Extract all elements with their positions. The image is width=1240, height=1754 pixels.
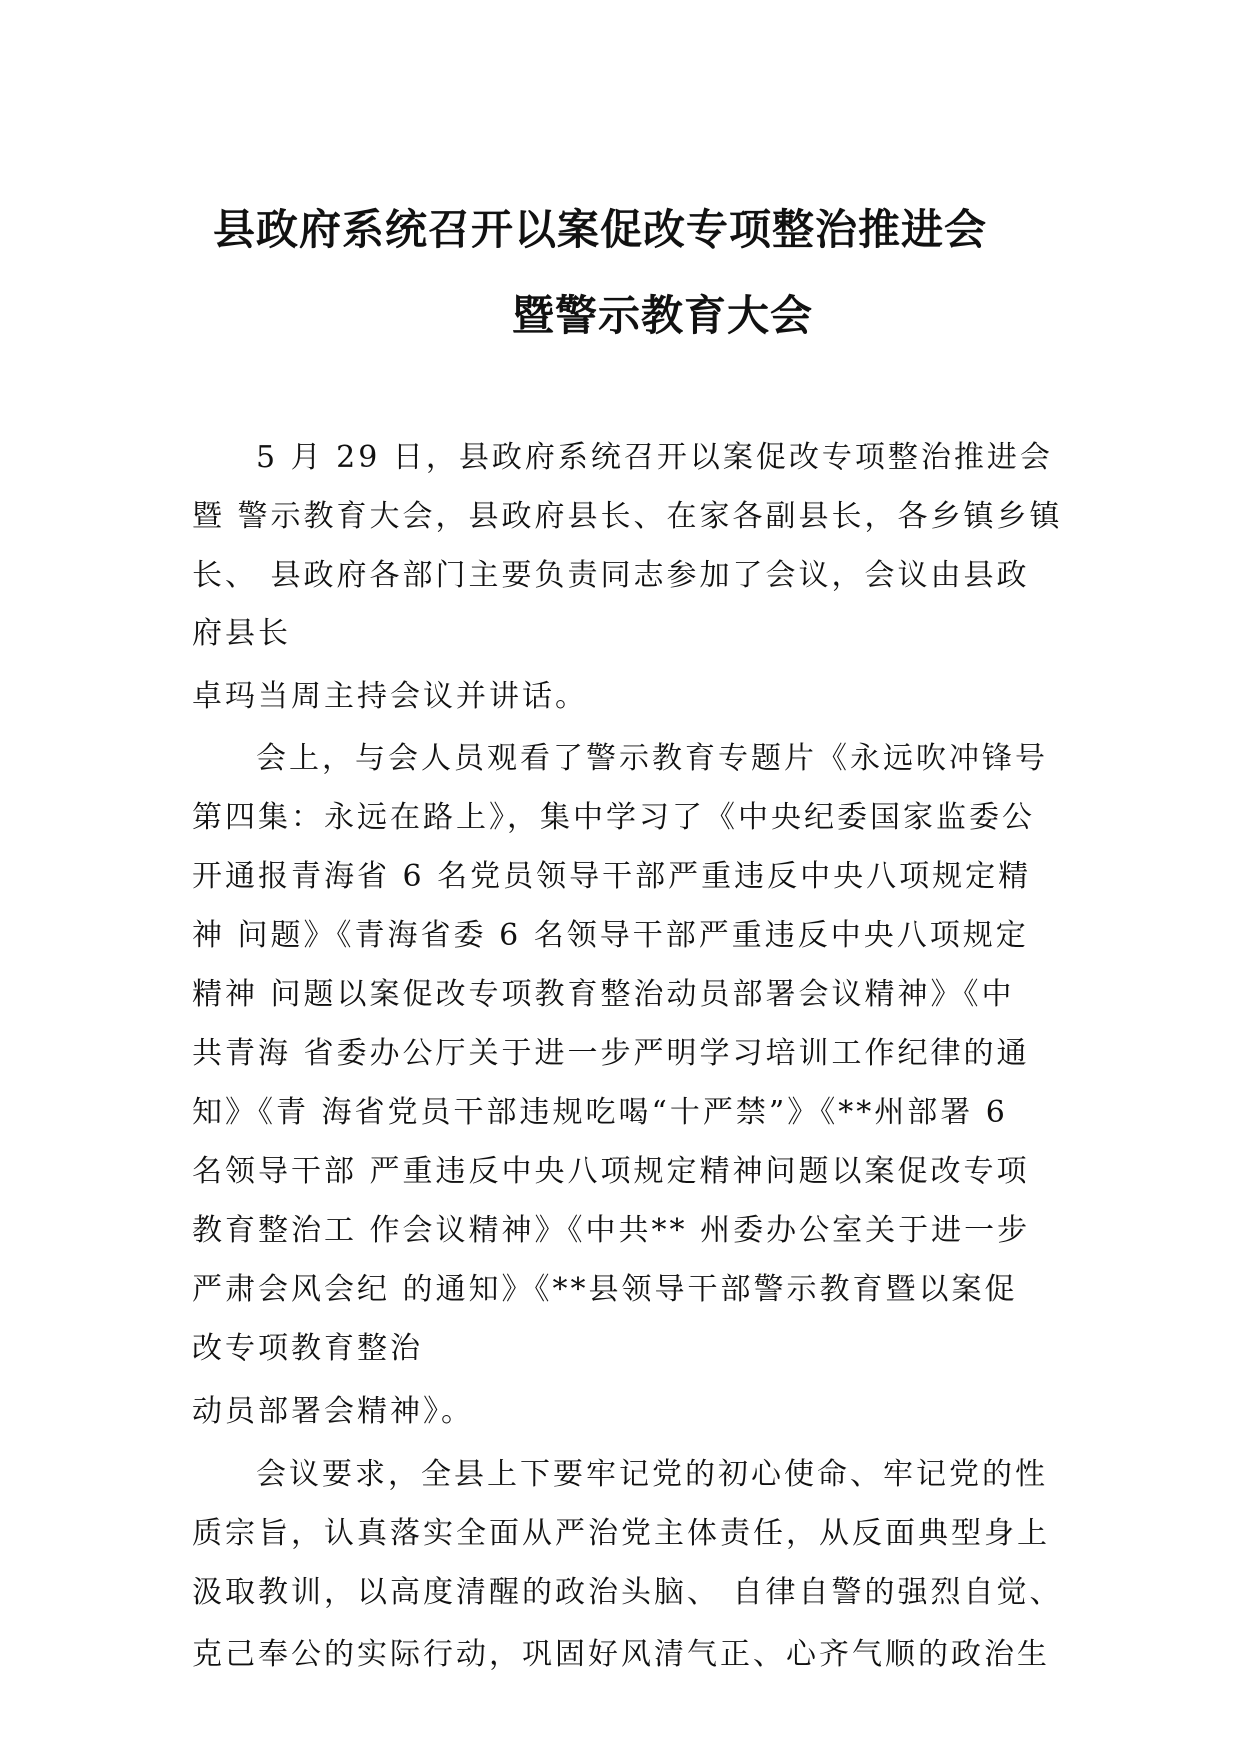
document-title-line-2: 暨警示教育大会: [512, 291, 814, 340]
paragraph-line: 开通报青海省 6 名党员领导干部严重违反中央八项规定精: [192, 859, 1032, 894]
paragraph-line: 质宗旨，认真落实全面从严治党主体责任，从反面典型身上: [192, 1516, 1050, 1551]
paragraph-line: 5 月 29 日，县政府系统召开以案促改专项整治推进会: [256, 440, 1053, 475]
paragraph-line: 教育整治工 作会议精神》《中共** 州委办公室关于进一步: [192, 1213, 1031, 1248]
paragraph-line: 暨 警示教育大会，县政府县长、在家各副县长，各乡镇乡镇: [192, 499, 1063, 534]
paragraph-line: 会议要求，全县上下要牢记党的初心使命、牢记党的性: [256, 1457, 1048, 1492]
paragraph-line: 克己奉公的实际行动，巩固好风清气正、心齐气顺的政治生: [192, 1637, 1050, 1672]
paragraph-line: 知》《青 海省党员干部违规吃喝“十严禁”》《**州部署 6: [192, 1095, 1008, 1130]
document-title-line-1: 县政府系统召开以案促改专项整治推进会: [213, 205, 988, 254]
paragraph-line: 动员部署会精神》。: [192, 1394, 474, 1429]
paragraph-line: 改专项教育整治: [192, 1331, 423, 1366]
paragraph-line: 共青海 省委办公厅关于进一步严明学习培训工作纪律的通: [192, 1036, 1030, 1071]
paragraph-line: 精神 问题以案促改专项教育整治动员部署会议精神》《中: [192, 977, 1015, 1012]
paragraph-line: 严肃会风会纪 的通知》《**县领导干部警示教育暨以案促: [192, 1272, 1018, 1307]
paragraph-line: 长、 县政府各部门主要负责同志参加了会议，会议由县政: [192, 558, 1030, 593]
paragraph-line: 神 问题》《青海省委 6 名领导干部严重违反中央八项规定: [192, 918, 1029, 953]
paragraph-line: 名领导干部 严重违反中央八项规定精神问题以案促改专项: [192, 1154, 1030, 1189]
paragraph-line: 府县长: [192, 616, 291, 651]
paragraph-line: 汲取教训，以高度清醒的政治头脑、 自律自警的强烈自觉、: [192, 1575, 1063, 1610]
paragraph-line: 第四集：永远在路上》，集中学习了《中央纪委国家监委公: [192, 800, 1035, 835]
paragraph-line: 会上，与会人员观看了警示教育专题片《永远吹冲锋号: [256, 741, 1048, 776]
paragraph-line: 卓玛当周主持会议并讲话。: [192, 679, 588, 714]
